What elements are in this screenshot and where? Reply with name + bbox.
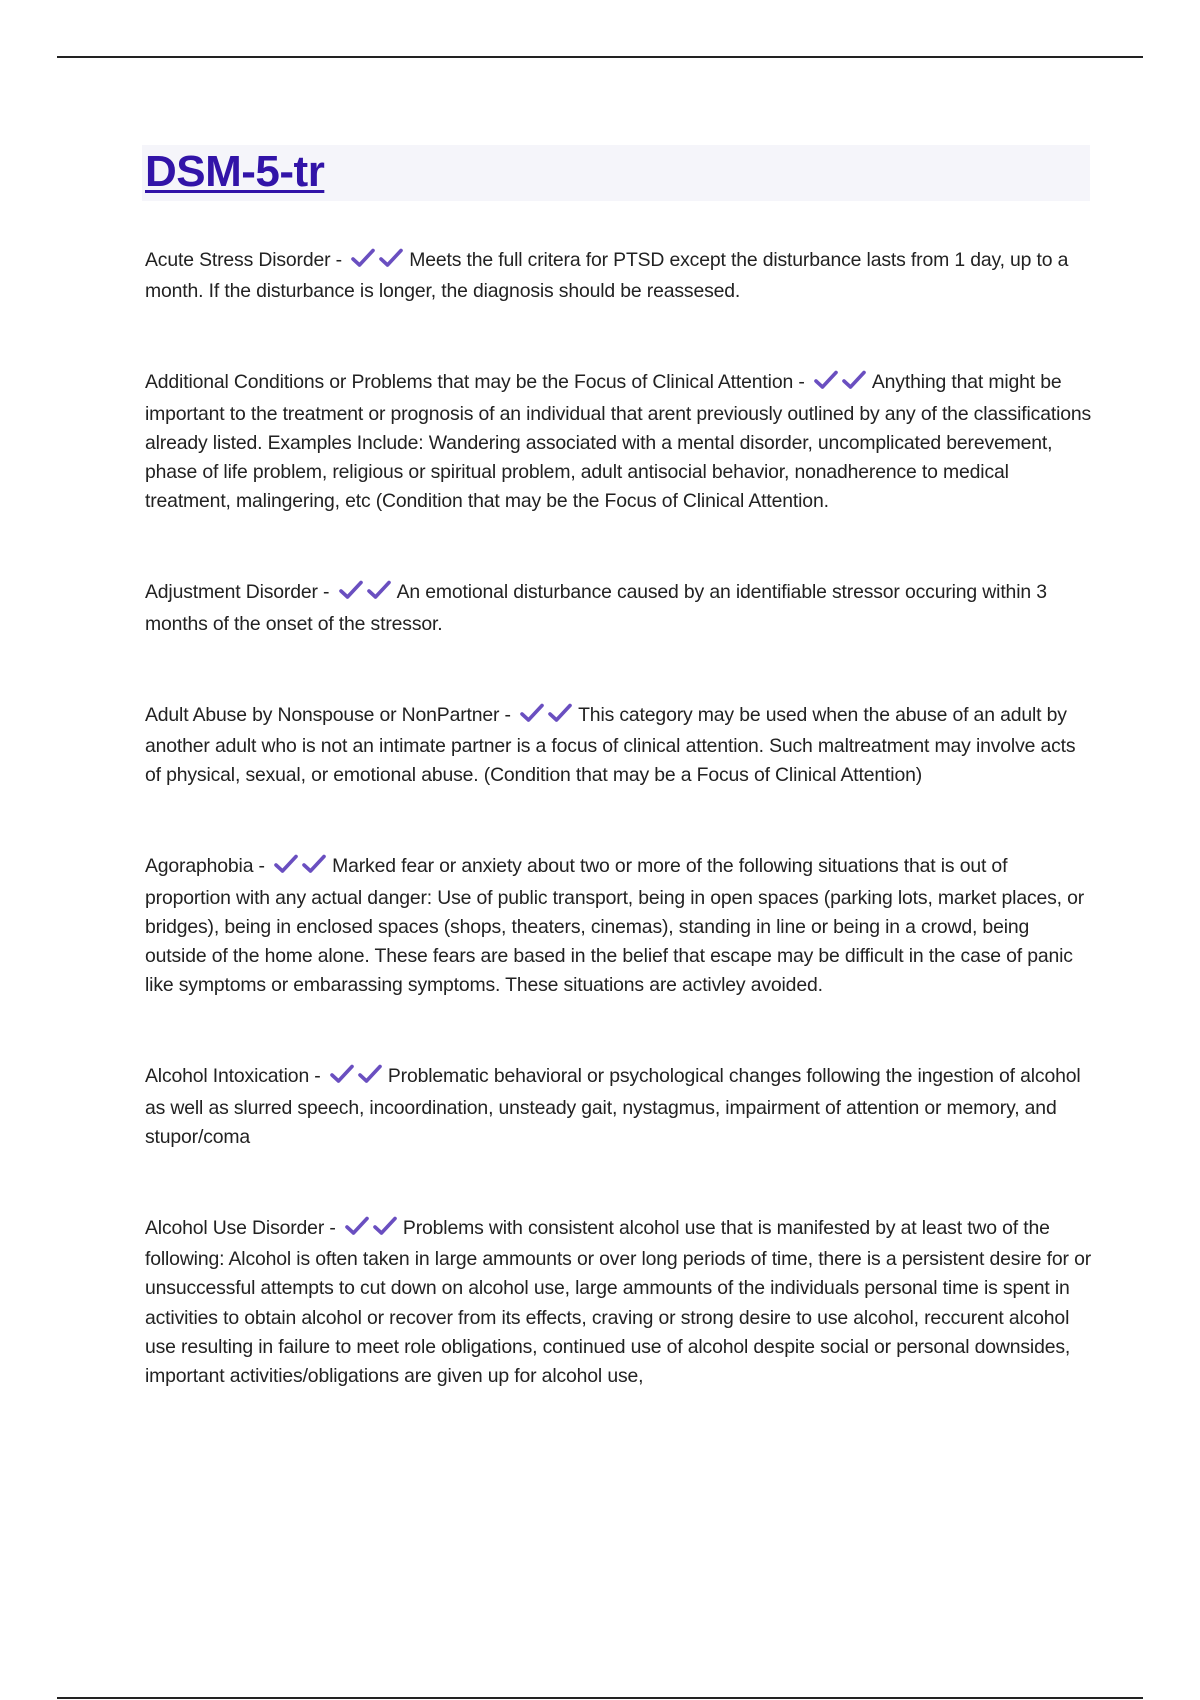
- entry-term: Acute Stress Disorder -: [145, 249, 348, 271]
- list-item: [145, 368, 1093, 516]
- entry-definition: This category may be used when the abuse of an adult by another adult who is not an intimate partner is a focus of clinical attention. Such maltreatment may involve acts of physical, sexual, or emotional abuse. (Condition that may be a Focus of Clinical Attention): [145, 703, 1076, 787]
- check-icon: [379, 248, 403, 268]
- check-icon: [351, 248, 375, 268]
- check-icon: [274, 854, 298, 874]
- list-item: [145, 246, 1093, 306]
- check-icon: [842, 370, 866, 390]
- entry-definition: Meets the full critera for PTSD except the disturbance lasts from 1 day, up to a month. If the disturbance is longer, the diagnosis should be reassesed.: [145, 249, 1069, 303]
- checkmarks: [339, 580, 395, 609]
- list-item: [145, 701, 1093, 791]
- check-icon: [339, 580, 363, 600]
- checkmarks: [345, 1216, 401, 1245]
- entry-definition: Problems with consistent alcohol use that is manifested by at least two of the following: Alcohol is often taken in large ammounts or over long periods of time, there is a persistent desire for or unsuccessful attempts to cut down on alcohol use, large ammounts of the individuals personal time is spent in activities to obtain alcohol or recover from its effects, craving or strong desire to use alcohol, reccurent alcohol use resulting in failure to meet role obligations, continued use of alcohol despite social or personal downsides, important activities/obligations are given up for alcohol use,: [145, 1217, 1092, 1388]
- entry-list: [145, 246, 1093, 1453]
- list-item: [145, 578, 1093, 638]
- entry-term: Alcohol Intoxication -: [145, 1065, 326, 1088]
- check-icon: [520, 703, 544, 723]
- check-icon: [330, 1064, 354, 1084]
- entry-term: Alcohol Use Disorder -: [145, 1217, 341, 1240]
- check-icon: [367, 580, 391, 600]
- top-divider: [57, 56, 1143, 58]
- list-item: [145, 1062, 1093, 1152]
- bottom-divider: [57, 1697, 1143, 1699]
- entry-term: Adjustment Disorder -: [145, 581, 335, 604]
- check-icon: [814, 370, 838, 390]
- entry-definition: An emotional disturbance caused by an identifiable stressor occuring within 3 months of the onset of the stressor.: [145, 581, 1047, 635]
- entry-definition: Anything that might be important to the treatment or prognosis of an individual that arent previously outlined by any of the classifications already listed. Examples Include: Wandering associated with a mental disorder, uncomplicated berevement, phase of life problem, religious or spiritual problem, adult antisocial behavior, nonadherence to medical treatment, malingering, etc (Condition that may be the Focus of Clinical Attention.: [145, 371, 1092, 513]
- check-icon: [358, 1064, 382, 1084]
- entry-definition: Marked fear or anxiety about two or more of the following situations that is out of proportion with any actual danger: Use of public transport, being in open spaces (parking lots, market places, or bridges), being in enclosed spaces (shops, theaters, cinemas), standing in line or being in a crowd, being outside of the home alone. These fears are based in the belief that escape may be difficult in the case of panic like symptoms or embarassing symptoms. These situations are activley avoided.: [145, 855, 1085, 997]
- list-item: [145, 852, 1093, 1000]
- checkmarks: [351, 248, 407, 277]
- entry-term: Additional Conditions or Problems that may be the Focus of Clinical Attention -: [145, 371, 810, 394]
- check-icon: [373, 1216, 397, 1236]
- checkmarks: [274, 854, 330, 883]
- check-icon: [548, 703, 572, 723]
- entry-definition: Problematic behavioral or psychological changes following the ingestion of alcohol as well as slurred speech, incoordination, unsteady gait, nystagmus, impairment of attention or memory, and stupor/coma: [145, 1065, 1081, 1148]
- entry-term: Adult Abuse by Nonspouse or NonPartner -: [145, 703, 517, 726]
- checkmarks: [814, 370, 870, 399]
- entry-term: Agoraphobia -: [145, 855, 271, 878]
- checkmarks: [330, 1064, 386, 1093]
- check-icon: [345, 1216, 369, 1236]
- check-icon: [302, 854, 326, 874]
- page-title: DSM-5-tr: [145, 147, 325, 196]
- checkmarks: [520, 703, 576, 732]
- list-item: [145, 1214, 1093, 1391]
